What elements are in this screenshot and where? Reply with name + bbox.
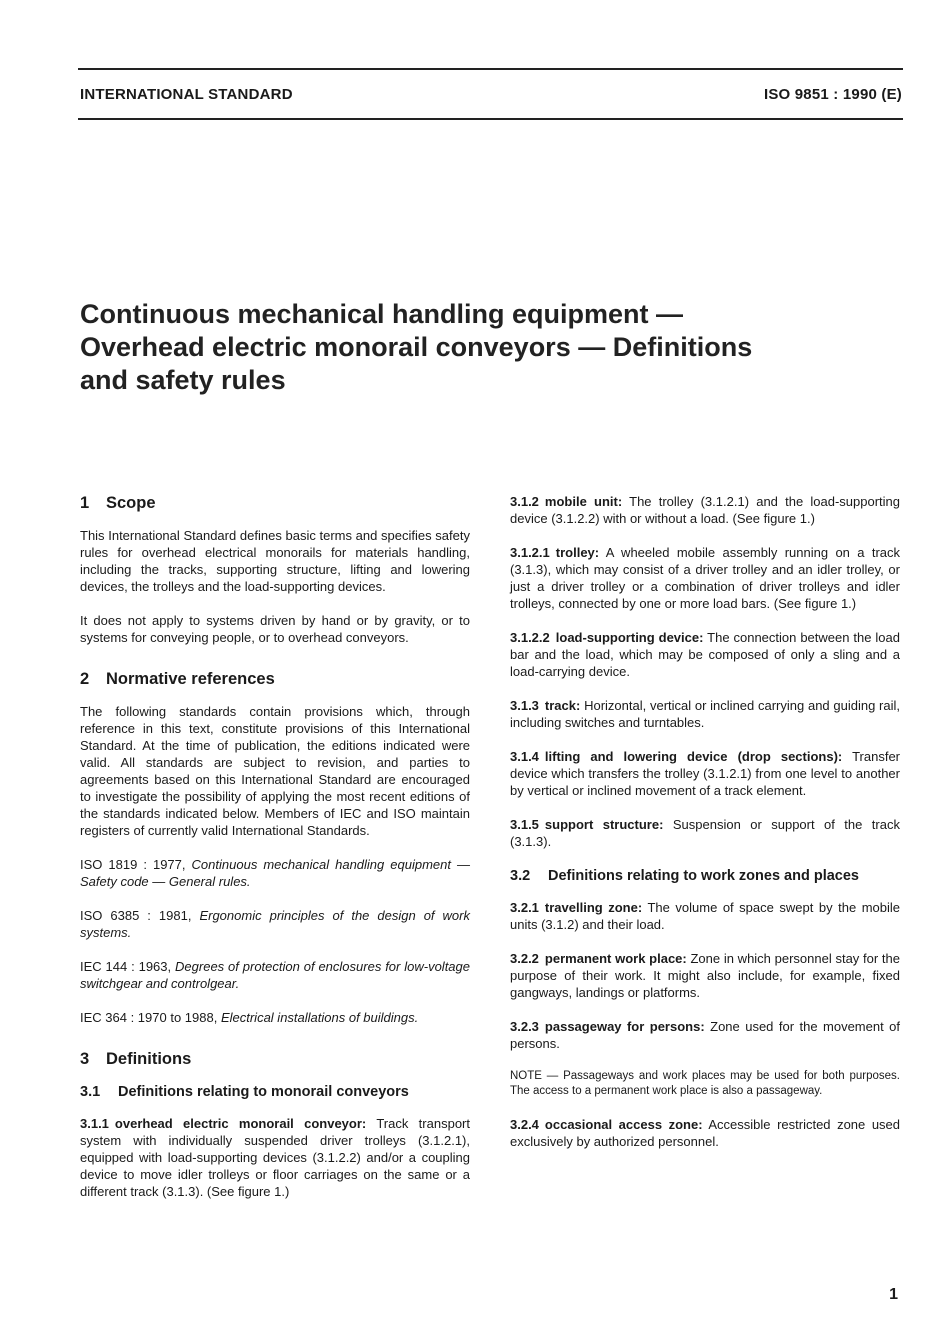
header-rule-top <box>78 68 903 70</box>
title-line-3: and safety rules <box>80 365 286 395</box>
definition-3-1-2-2: 3.1.2.2 load-supporting device: The connection between the load bar and the load, which may be composed of only a sling and a load-carrying device. <box>510 630 900 679</box>
document-number: ISO 9851 : 1990 (E) <box>763 86 902 103</box>
scope-paragraph-1: This International Standard defines basic terms and specifies safety rules for overhead electrical monorails for materials handling, including the tracks, supporting structure, lifting and lowering devices, the trolleys and the load-supporting devices. <box>80 528 470 594</box>
header-rule-bottom <box>78 118 903 120</box>
references-intro: The following standards contain provisions which, through reference in this text, constitute provisions of this International Standard. At the time of publication, the editions indicated were valid. All standards are subject to revision, and parties to agreements based on this International Standard are encouraged to investigate the possibility of applying the most recent editions of the standards indicated below. Members of IEC and ISO maintain registers of currently valid International Standards. <box>80 704 470 838</box>
scope-paragraph-2: It does not apply to systems driven by hand or by gravity, or to systems for conveying people, or to overhead conveyors. <box>80 613 470 645</box>
definition-3-1-3: 3.1.3 track: Horizontal, vertical or inclined carrying and guiding rail, including switches and turntables. <box>510 698 900 730</box>
definition-3-2-2: 3.2.2 permanent work place: Zone in which personnel stay for the purpose of their work. It might also include, for example, fixed gangways, landings or platforms. <box>510 951 900 1000</box>
definition-3-1-2: 3.1.2 mobile unit: The trolley (3.1.2.1) and the load-supporting device (3.1.2.2) with or without a load. (See figure 1.) <box>510 494 900 526</box>
reference-item: IEC 364 : 1970 to 1988, Electrical installations of buildings. <box>80 1010 419 1025</box>
reference-item: ISO 1819 : 1977, Continuous mechanical handling equipment — Safety code — General rules. <box>80 857 470 889</box>
section-3-heading: 3 Definitions <box>80 1050 192 1068</box>
page-title <box>80 298 880 397</box>
definition-3-1-4: 3.1.4 lifting and lowering device (drop sections): Transfer device which transfers the trolley (3.1.2.1) from one level to another by vertical or inclined movement of a track element. <box>510 749 900 798</box>
reference-item: ISO 6385 : 1981, Ergonomic principles of the design of work systems. <box>80 908 470 940</box>
subsection-3-1-heading: 3.1 Definitions relating to monorail conveyors <box>80 1084 409 1100</box>
left-column <box>80 493 470 1217</box>
definition-3-2-4: 3.2.4 occasional access zone: Accessible restricted zone used exclusively by authorized personnel. <box>510 1117 901 1149</box>
note: NOTE — Passageways and work places may be used for both purposes. The access to a permanent work place is also a passageway. <box>510 1070 900 1097</box>
section-2-heading: 2 Normative references <box>80 670 275 688</box>
reference-item: IEC 144 : 1963, Degrees of protection of enclosures for low-voltage switchgear and controlgear. <box>80 959 470 991</box>
subsection-3-2-heading: 3.2 Definitions relating to work zones and places <box>510 868 859 884</box>
right-column <box>510 493 900 1167</box>
definition-3-1-1: 3.1.1 overhead electric monorail conveyor: Track transport system with individually suspended driver trolleys (3.1.2.1), equipped with load-supporting devices (3.1.2.2) and/or a coupling device to move idler trolleys or floor carriages on the same or a different track (3.1.3). (See figure 1.) <box>80 1116 470 1199</box>
section-1-heading: 1 Scope <box>80 494 156 512</box>
definition-3-1-5: 3.1.5 support structure: Suspension or support of the track (3.1.3). <box>510 817 900 849</box>
title-line-2: Overhead electric monorail conveyors — Definitions <box>80 332 753 362</box>
definition-3-2-1: 3.2.1 travelling zone: The volume of space swept by the mobile units (3.1.2) and their load. <box>510 900 900 932</box>
page-number: 1 <box>889 1286 898 1303</box>
definition-3-1-2-1: 3.1.2.1 trolley: A wheeled mobile assembly running on a track (3.1.3), which may consist of a driver trolley and an idler trolley, or just a driver trolley or a combination of driver trolleys and idler trolleys, connected by one or more load bars. (See figure 1.) <box>510 545 900 611</box>
title-line-1: Continuous mechanical handling equipment — <box>80 299 684 329</box>
document-type: INTERNATIONAL STANDARD <box>80 86 293 103</box>
definition-3-2-3: 3.2.3 passageway for persons: Zone used for the movement of persons. <box>510 1019 901 1051</box>
